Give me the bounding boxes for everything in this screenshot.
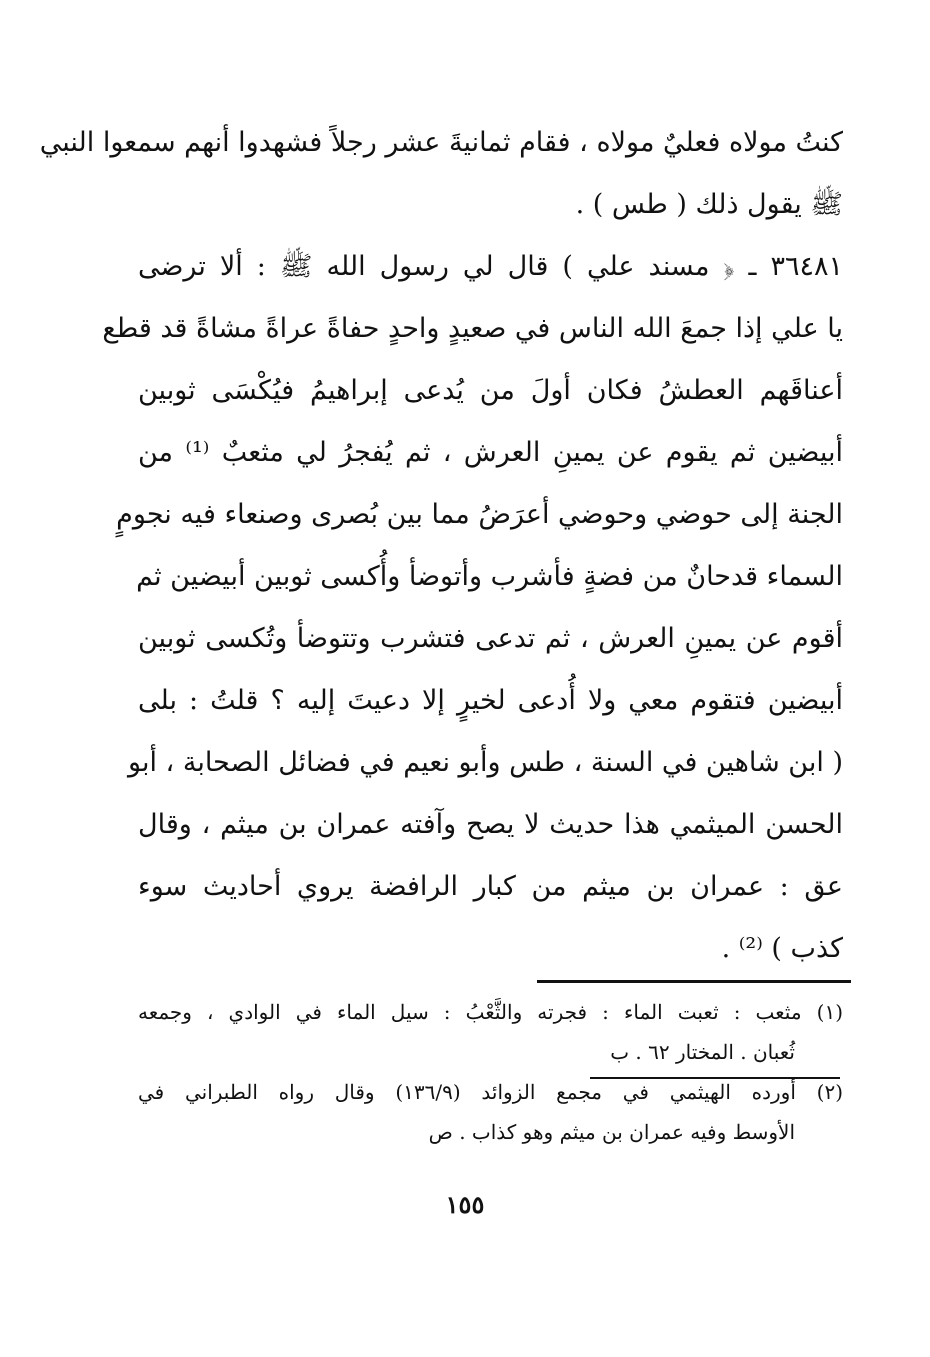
footnote-line: ثُعبان . المختار ٦٢ . ب <box>610 1040 795 1064</box>
text-line: الجنة إلى حوضي وحوضي أعرَضُ مما بين بُصرى وصنعاء فيه نجومٍ <box>116 499 843 530</box>
text-line: كنتُ مولاه فعليٌ مولاه ، فقام ثمانيةَ عشر رجلاً فشهدوا أنهم سمعوا النبي <box>39 127 843 158</box>
footnote-line: الأوسط وفيه عمران بن ميثم وهو كذاب . ص <box>428 1120 795 1144</box>
text-line: أعناقَهم العطشُ فكان أولَ من يُدعى إبراهيمُ فيُكْسَى ثوبين <box>138 375 843 406</box>
hadith-heading-line: ٣٦٤٨١ ـ ﴿ مسند علي ) قال لي رسول الله ﷺ : ألا ترضى <box>138 251 843 282</box>
text-line: أبيضين فتقوم معي ولا أُدعى لخيرٍ إلا دعيتَ إليه ؟ قلتُ : بلى <box>138 685 843 716</box>
footnote-separator <box>537 980 851 983</box>
text-line: يا علي إذا جمعَ الله الناس في صعيدٍ واحدٍ حفاةً عراةً مشاةً قد قطع <box>102 313 843 344</box>
text-line: ﷺ يقول ذلك ( طس ) . <box>575 189 843 220</box>
footnote-line: (٢) أورده الهيثمي في مجمع الزوائد (١٣٦/٩) وقال رواه الطبراني في <box>138 1080 843 1104</box>
text-line: السماء قدحانٌ من فضةٍ فأشرب وأتوضأ وأُكسى ثوبين أبيضين ثم <box>136 561 843 592</box>
main-text-block <box>39 112 843 980</box>
text-line: كذب ) ⁽²⁾ . <box>721 933 843 964</box>
text-line: الحسن الميثمي هذا حديث لا يصح وآفته عمران بن ميثم ، وقال <box>138 809 843 840</box>
text-line: عق : عمران بن ميثم من كبار الرافضة يروي أحاديث سوء <box>138 871 843 902</box>
footnote-divider <box>590 1077 840 1079</box>
footnote-1 <box>138 992 843 1072</box>
footnote-line: (١) مثعب : ثعبت الماء : فجرته والثَّعْبُ : سيل الماء في الوادي ، وجمعه <box>138 1000 843 1024</box>
text-line: ( ابن شاهين في السنة ، طس وأبو نعيم في فضائل الصحابة ، أبو <box>128 747 843 778</box>
text-line: أقوم عن يمينِ العرش ، ثم تدعى فتشرب وتتوضأ وتُكسى ثوبين <box>138 623 843 654</box>
footnotes-block <box>138 992 843 1152</box>
footnote-2 <box>138 1072 843 1152</box>
text-line: أبيضين ثم يقوم عن يمينِ العرش ، ثم يُفجرُ لي مثعبٌ ⁽¹⁾ من <box>138 437 843 468</box>
page-number: ١٥٥ <box>445 1190 485 1219</box>
